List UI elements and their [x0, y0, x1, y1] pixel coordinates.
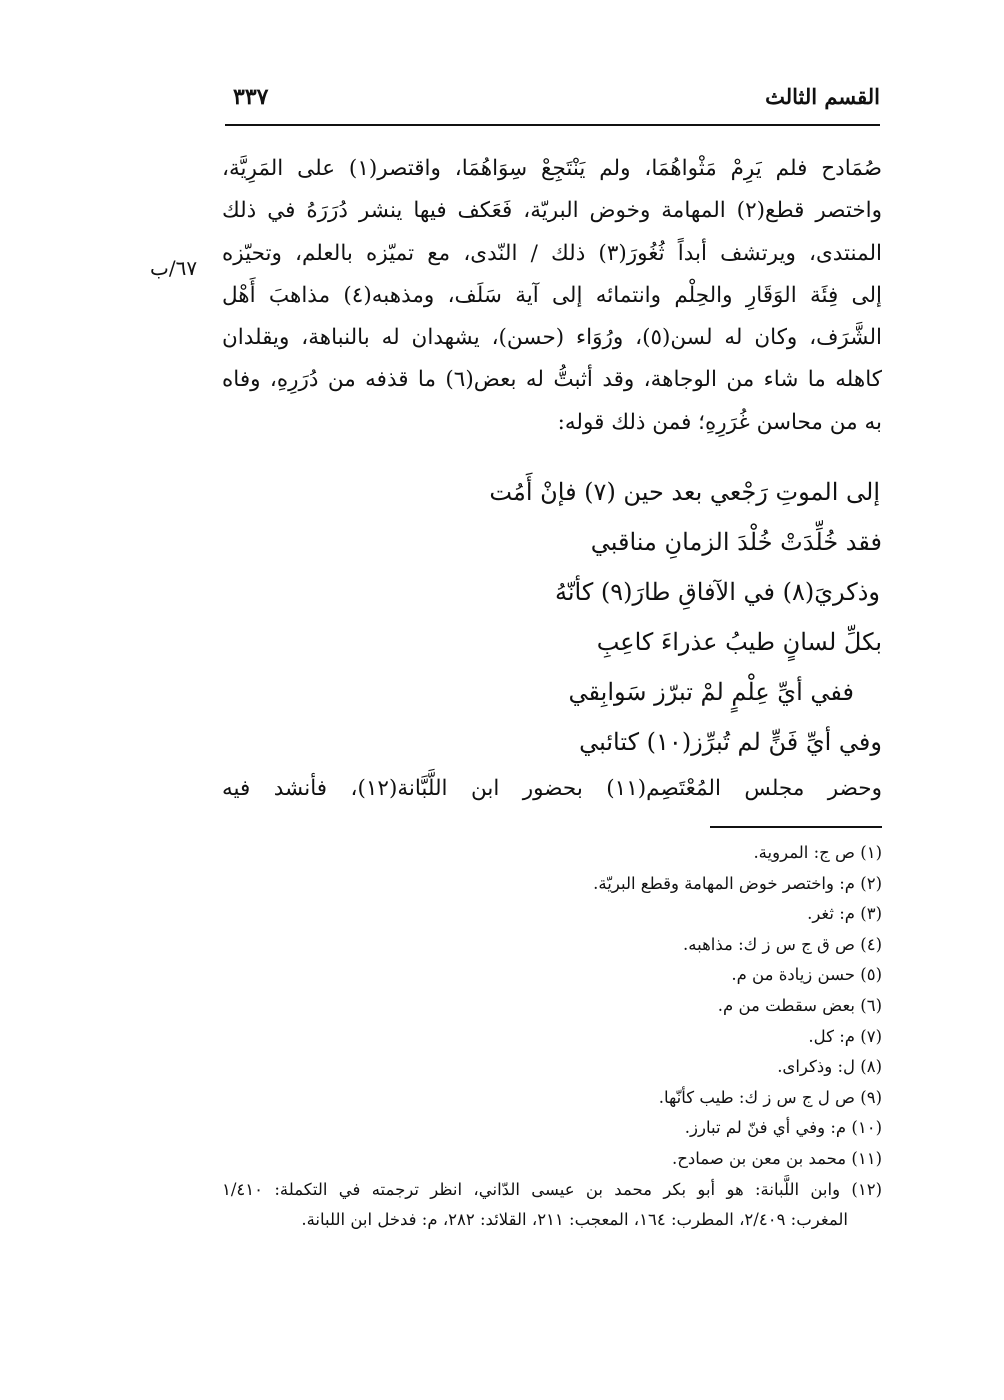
verse-second-hemistich: وفي أيِّ فَنٍّ لم تُبرِّز(١٠) كتائبي — [579, 728, 882, 756]
section-title: القسم الثالث — [765, 84, 880, 109]
page-number: ٣٣٧ — [233, 84, 269, 110]
folio-margin-note: ٦٧/ب — [150, 256, 198, 280]
prose-line: إلى فِئَة الوَقَارِ والحِلْم وانتمائه إلى آية سَلَف، ومذهبه(٤) مذاهبَ أَهْل — [222, 282, 882, 308]
footnote: (٥) حسن زيادة من م. — [731, 965, 882, 985]
verse-first-hemistich: وذكريَ(٨) في الآفاقِ طارَ(٩) كأنّهُ — [554, 578, 880, 606]
footnote: (٨) ل: وذكراى. — [777, 1057, 882, 1077]
footnote: (٧) م: كل. — [808, 1026, 882, 1046]
verse-first-hemistich: ففي أيِّ عِلْمٍ لمْ تبرّز سَوابِقي — [568, 678, 854, 706]
prose-line: الشَّرَف، وكان له لسن(٥)، ورُوَاء (حسن)، يشهدان له بالنباهة، ويقلدان — [222, 325, 882, 351]
footnote: (٢) م: واختصر خوض المهامة وقطع البريّة. — [593, 873, 882, 893]
footnote: (٣) م: ثغر. — [807, 904, 882, 924]
prose-line: المنتدى، ويرتشف أبداً ثُغُورَ(٣) ذلك / النّدى، مع تميّزه بالعلم، وتحيّزه — [222, 240, 882, 266]
prose-line: صُمَادح فلم يَرِمْ مَثْواهُمَا، ولم يَنْتَجِعْ سِوَاهُمَا، واقتصر(١) على المَرِيَّة، — [222, 156, 882, 181]
verse-second-hemistich: فقد خُلِّدَتْ خُلْدَ الزمانِ مناقبي — [590, 528, 882, 556]
verse-first-hemistich: إلى الموتِ رَجْعي بعد حين (٧) فإنْ أَمُت — [489, 478, 880, 506]
footnote: (٤) ص ق ج س ز ك: مذاهبه. — [683, 934, 882, 954]
footnote: (٩) ص ل ج س ز ك: طيب كأنّها. — [658, 1087, 882, 1107]
footnote: (١١) محمد بن معن بن صمادح. — [671, 1148, 882, 1168]
prose-line: به من محاسن غُرَرِهِ؛ فمن ذلك قوله: — [557, 409, 882, 435]
footnote-continuation: المغرب: ٢/٤٠٩، المطرب: ١٦٤، المعجب: ٢١١، القلائد: ٢٨٢، م: فدخل ابن اللبانة. — [301, 1210, 848, 1230]
closing-prose-line: وحضر مجلس المُعْتَصِم(١١) بحضور ابن اللَّبَّانة(١٢)، فأنشد فيه — [222, 776, 882, 801]
prose-line: كاهله ما شاء من الوجاهة، وقد أثبتُّ له بعض(٦) ما قذفه من دُرَرِهِ، وفاه — [222, 367, 882, 393]
prose-line: واختصر قطع(٢) المهامة وخوض البريّة، فَعَكف فيها ينشر دُرَرَهُ في ذلك — [222, 198, 882, 224]
footnote: (١٢) وابن اللَّبانة: هو أبو بكر محمد بن عيسى الدّاني، انظر ترجمته في التكملة: ١/٤١٠ — [222, 1179, 882, 1199]
prose-paragraph — [222, 148, 882, 444]
footnote-divider — [710, 826, 882, 828]
verse-second-hemistich: بكلِّ لسانٍ طيبُ عذراءَ كاعِبِ — [596, 628, 882, 656]
footnote: (٦) بعض سقطت من م. — [717, 995, 882, 1015]
footnote: (١) ص ج: المروية. — [753, 843, 882, 862]
page-header — [225, 82, 880, 126]
footnotes — [222, 838, 882, 1236]
footnote: (١٠) م: وفي أي فنّ لم تبارز. — [684, 1118, 882, 1138]
